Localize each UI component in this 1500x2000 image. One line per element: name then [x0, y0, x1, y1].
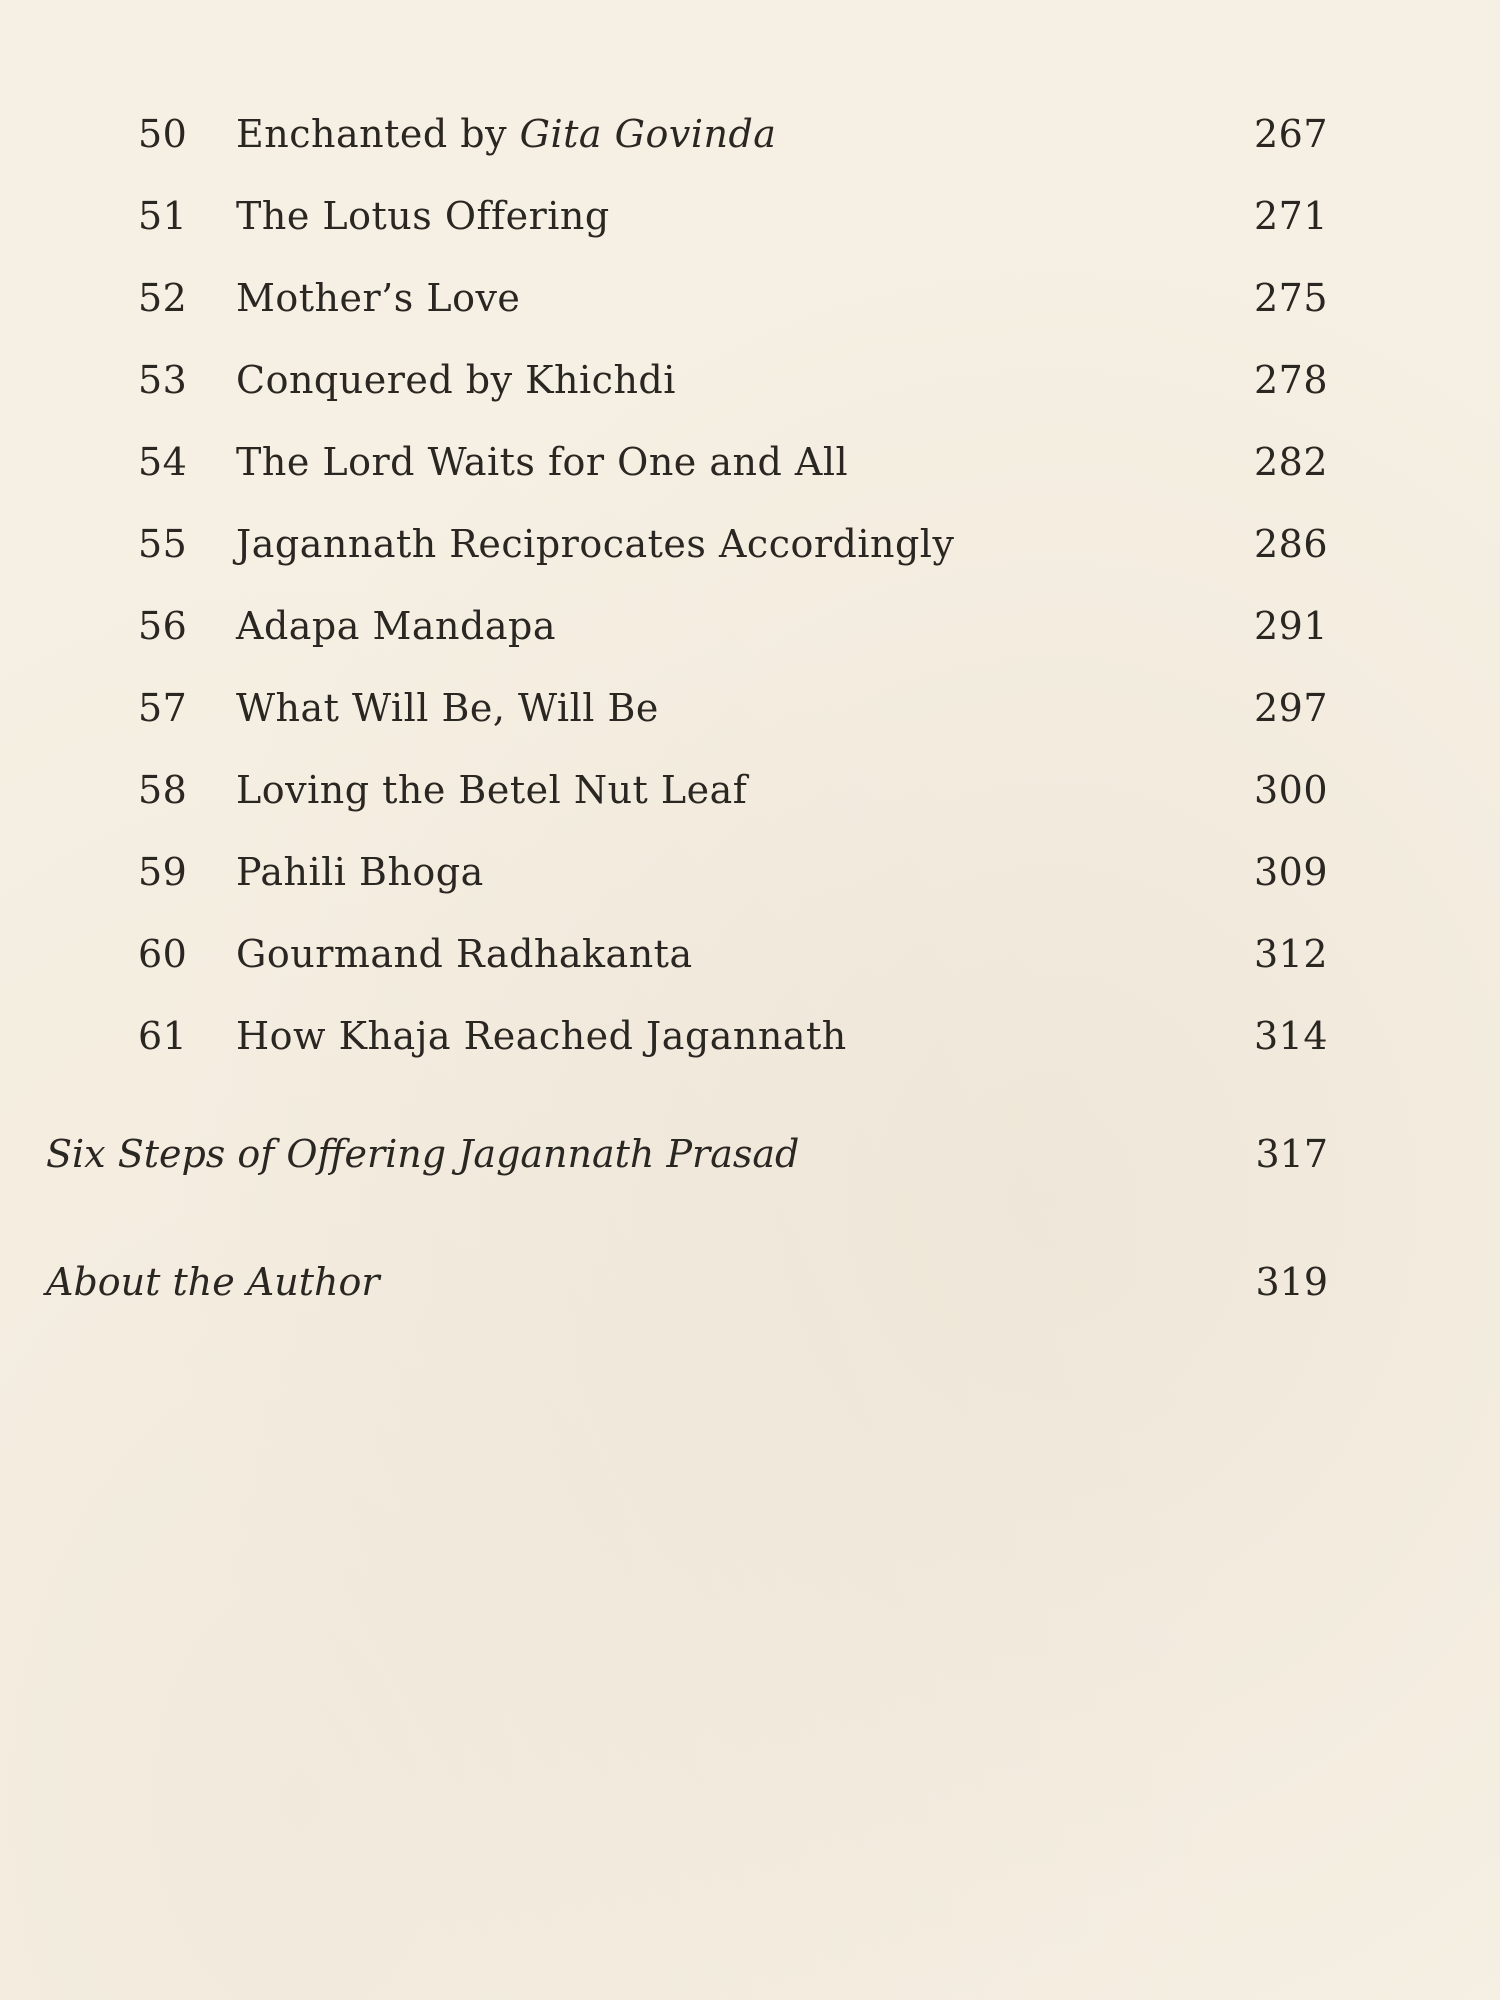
- back-matter-title: About the Author: [46, 1260, 380, 1304]
- chapter-title: [236, 99, 776, 169]
- page-number: 278: [1253, 358, 1328, 402]
- chapter-title: Pahili Bhoga: [236, 850, 484, 894]
- chapter-title: The Lord Waits for One and All: [236, 440, 849, 484]
- toc-entry: [0, 181, 1500, 251]
- toc-entry: [0, 263, 1500, 333]
- chapter-title: Jagannath Reciprocates Accordingly: [236, 522, 955, 566]
- toc-entry: [0, 427, 1500, 497]
- chapter-title-italic: Gita Govinda: [519, 112, 777, 156]
- page-number: 309: [1253, 850, 1328, 894]
- chapter-number: 53: [138, 358, 188, 402]
- toc-entry: [0, 919, 1500, 989]
- chapter-number: 54: [138, 440, 188, 484]
- chapter-title: Mother’s Love: [236, 276, 521, 320]
- back-matter-entry: [0, 1247, 1500, 1317]
- toc-entry: [0, 837, 1500, 907]
- chapter-number: 58: [138, 768, 188, 812]
- page-number: 286: [1253, 522, 1328, 566]
- page-number: 300: [1253, 768, 1328, 812]
- chapter-title: Adapa Mandapa: [236, 604, 556, 648]
- toc-entry: [0, 509, 1500, 579]
- chapter-title: Conquered by Khichdi: [236, 358, 676, 402]
- chapter-number: 60: [138, 932, 188, 976]
- chapter-number: 50: [138, 112, 188, 156]
- toc-entry: [0, 345, 1500, 415]
- toc-entry: [0, 755, 1500, 825]
- chapter-number: 57: [138, 686, 188, 730]
- back-matter-entry: [0, 1119, 1500, 1189]
- page-number: 275: [1253, 276, 1328, 320]
- page-number: 291: [1253, 604, 1328, 648]
- toc-entry: [0, 673, 1500, 743]
- chapter-title: How Khaja Reached Jagannath: [236, 1014, 847, 1058]
- chapter-number: 55: [138, 522, 188, 566]
- chapter-number: 56: [138, 604, 188, 648]
- page-number: 317: [1255, 1132, 1328, 1176]
- page-number: 314: [1253, 1014, 1328, 1058]
- chapter-title: What Will Be, Will Be: [236, 686, 659, 730]
- page-number: 271: [1253, 194, 1328, 238]
- chapter-number: 61: [138, 1014, 188, 1058]
- chapter-number: 52: [138, 276, 188, 320]
- chapter-title-plain: Enchanted by: [236, 112, 520, 156]
- page-number: 312: [1253, 932, 1328, 976]
- chapter-title: Loving the Betel Nut Leaf: [236, 768, 748, 812]
- page-number: 319: [1255, 1260, 1328, 1304]
- page-number: 267: [1253, 112, 1328, 156]
- back-matter-title: Six Steps of Offering Jagannath Prasad: [46, 1132, 800, 1176]
- toc-entry: [0, 99, 1500, 169]
- chapter-number: 59: [138, 850, 188, 894]
- toc-entry: [0, 1001, 1500, 1071]
- page-number: 282: [1253, 440, 1328, 484]
- chapter-number: 51: [138, 194, 188, 238]
- page-number: 297: [1253, 686, 1328, 730]
- chapter-title: The Lotus Offering: [236, 194, 610, 238]
- chapter-title: Gourmand Radhakanta: [236, 932, 693, 976]
- toc-entry: [0, 591, 1500, 661]
